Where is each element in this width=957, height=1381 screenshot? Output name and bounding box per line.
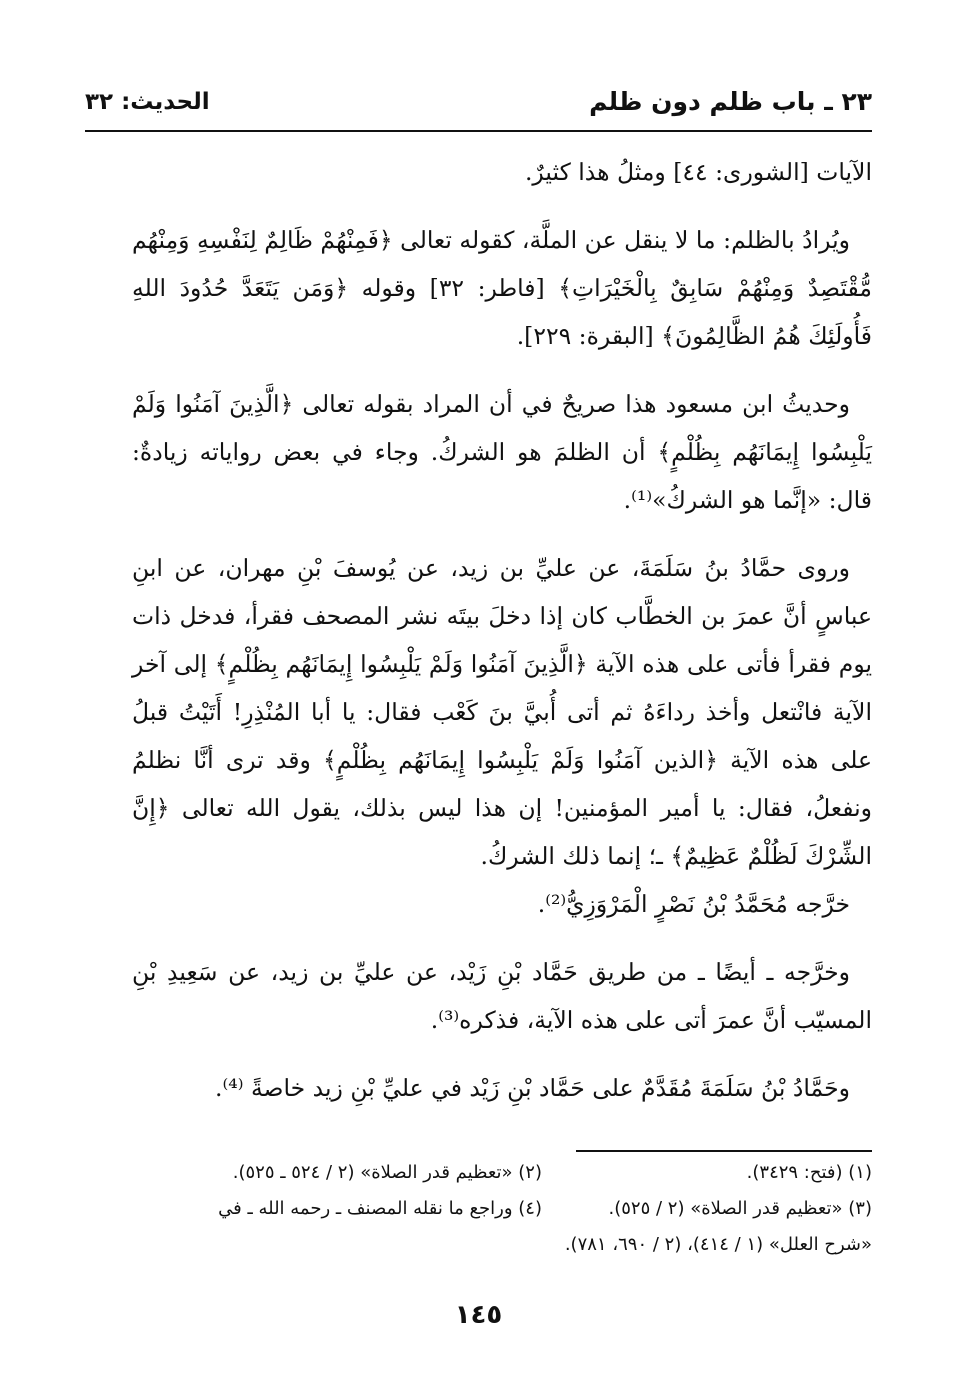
footnote-row: [132, 1227, 872, 1263]
paragraph-5: خرَّجه مُحَمَّدُ بْنُ نَصْرٍ الْمَرْوَزِيُّ⁽²⁾.: [537, 890, 850, 918]
paragraph-3: وحديثُ ابن مسعود هذا صريحٌ في أن المراد بقوله تعالى ﴿الَّذِينَ آمَنُوا وَلَمْ يَلْبِسُوا إِيمَانَهُم بِظُلْمٍ﴾ أن الظلمَ هو الشركُ. وجاء في بعض رواياته زيادةٌ: قال: «إنَّما هو الشركُ»⁽¹⁾.: [132, 390, 872, 514]
footnote-3: (٣) «تعظيم قدر الصلاة» (٢ / ٥٢٥).: [608, 1198, 872, 1219]
paragraph-2: ويُرادُ بالظلم: ما لا ينقل عن الملَّة، كقوله تعالى ﴿فَمِنْهُمْ ظَالِمٌ لِنَفْسِهِ وَمِنْهُم مُّقْتَصِدٌ وَمِنْهُمْ سَابِقٌ بِالْخَيْرَاتِ﴾ [فاطر: ٣٢] وقوله ﴿وَمَن يَتَعَدَّ حُدُودَ اللهِ فَأُولَئِكَ هُمُ الظَّالِمُونَ﴾ [البقرة: ٢٢٩].: [132, 226, 872, 350]
footnote-4-continued: «شرح العلل» (١ / ٤١٤)، (٢ / ٦٩٠، ٧٨١).: [564, 1234, 872, 1255]
footnote-1: (١) (فتح: ٣٤٢٩).: [746, 1162, 872, 1183]
page-number: ١٤٥: [454, 1300, 503, 1330]
hadith-number: الحديث: ٣٢: [85, 89, 210, 115]
paragraph-7: وحَمَّادُ بْنُ سَلَمَةَ مُقَدَّمٌ على حَمَّاد بْنِ زَيْد في عليِّ بْنِ زيد خاصةً ⁽⁴⁾.: [215, 1074, 850, 1102]
footnote-2: (٢) «تعظيم قدر الصلاة» (٢ / ٥٢٤ ـ ٥٢٥).: [232, 1162, 542, 1183]
footnote-4: (٤) وراجع ما نقله المصنف ـ رحمه الله ـ في: [218, 1198, 542, 1219]
paragraph-4: وروى حمَّادُ بنُ سَلَمَةَ، عن عليِّ بن زيد، عن يُوسفَ بْنِ مهران، عن ابنِ عباسٍ أنَّ عمرَ بن الخطَّاب كان إذا دخلَ بيتَه نشر المصحف فقرأ، فدخل ذات يوم فقرأ فأتى على هذه الآية ﴿الَّذِينَ آمَنُوا وَلَمْ يَلْبِسُوا إِيمَانَهُم بِظُلْمٍ﴾ إلى آخر الآية فانْتعل وأخذ رداءَهُ ثم أتى أُبيَّ بنَ كَعْب فقال: يا أبا المُنْذِرِ! أَتَيْتُ قبلُ على هذه الآية ﴿الذين آمَنُوا وَلَمْ يَلْبِسُوا إِيمَانَهُم بِظُلْمٍ﴾ وقد ترى أنَّا نظلمُ ونفعلُ، فقال: يا أمير المؤمنين! إن هذا ليس بذلك، يقول الله تعالى ﴿إِنَّ الشِّرْكَ لَظُلْمٌ عَظِيمٌ﴾ ـ؛ إنما ذلك الشركُ.: [132, 554, 872, 870]
footnote-row: [132, 1191, 872, 1227]
footnotes: [132, 1155, 872, 1263]
chapter-title: ٢٣ ـ باب ظلم دون ظلم: [589, 87, 872, 116]
paragraph-1: الآيات [الشورى: ٤٤] ومثلُ هذا كثيرٌ.: [524, 158, 872, 186]
running-header: [85, 80, 872, 132]
footnote-separator: [576, 1150, 872, 1152]
paragraph-6: وخرَّجه ـ أيضًا ـ من طريق حَمَّاد بْنِ زَيْد، عن عليِّ بن زيد، عن سَعِيدِ بْنِ المسيّب أنَّ عمرَ أتى على هذه الآية، فذكره⁽³⁾.: [132, 958, 872, 1034]
footnote-row: [132, 1155, 872, 1191]
main-text: [132, 148, 872, 1112]
